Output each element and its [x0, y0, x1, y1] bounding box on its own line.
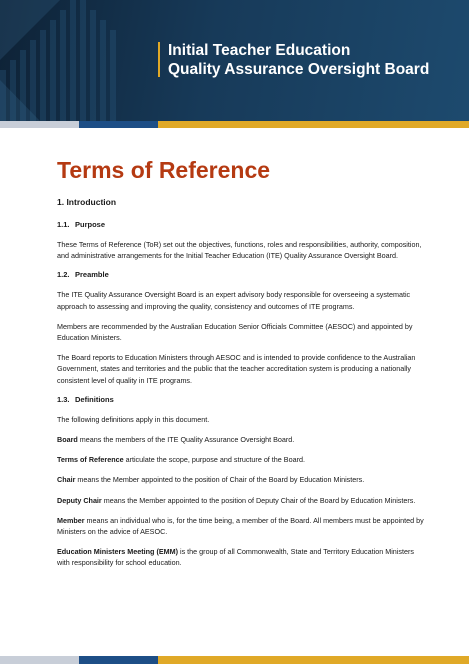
definition-item: [57, 495, 427, 506]
definition-term: Education Ministers Meeting (EMM): [57, 547, 178, 557]
title-accent-bar: [158, 42, 160, 77]
paragraph: These Terms of Reference (ToR) set out the objectives, functions, roles and responsibilities, authority, composition, and administrative arrangements for the Initial Teacher Education (ITE) Quality Assurance Oversight Board.: [57, 240, 422, 261]
subsection-heading-purpose: [57, 220, 427, 230]
banner-title-line1: Initial Teacher Education: [168, 42, 351, 59]
subsection-heading-definitions: [57, 395, 427, 405]
definition-term: Member: [57, 515, 85, 525]
definition-term: Deputy Chair: [57, 495, 102, 505]
top-color-stripe: [0, 121, 469, 128]
definition-item: [57, 474, 427, 485]
subsection-number: 1.3.: [57, 394, 70, 404]
subsection-number: 1.2.: [57, 270, 70, 280]
definition-text: articulate the scope, purpose and structure of the Board.: [123, 455, 305, 465]
banner-title: [168, 41, 429, 79]
definition-term: Board: [57, 435, 78, 445]
definition-text: means the Member appointed to the position of Chair of the Board by Education Ministers.: [75, 475, 365, 485]
bottom-color-stripe: [0, 656, 469, 664]
section-heading-introduction: 1. Introduction: [57, 197, 117, 207]
paragraph: Members are recommended by the Australian Education Senior Officials Committee (AESOC) and appointed by Education Ministers.: [57, 321, 413, 343]
definition-text: means the members of the ITE Quality Assurance Oversight Board.: [77, 435, 295, 445]
definition-item: [57, 546, 427, 568]
definition-term: Terms of Reference: [57, 455, 124, 465]
definition-text: means the Member appointed to the position of Deputy Chair of the Board by Education Ministers.: [101, 495, 416, 505]
subsection-number: 1.1.: [57, 220, 70, 229]
definition-text: means an individual who is, for the time being, a member of the Board. All members must be appointed by Ministers on the advice of AESOC.: [57, 515, 424, 537]
definition-item: [57, 515, 427, 537]
document-body: [57, 155, 427, 578]
subsection-title: Purpose: [75, 220, 106, 229]
definition-term: Chair: [57, 475, 76, 485]
paragraph: The ITE Quality Assurance Oversight Board is an expert advisory body responsible for overseeing a systematic approach to assessing and improving the quality, consistency and outcomes of ITE programs.: [57, 290, 411, 311]
banner-title-line2: Quality Assurance Oversight Board: [168, 61, 430, 78]
document-title: Terms of Reference: [57, 157, 271, 183]
subsection-title: Definitions: [75, 394, 114, 404]
subsection-title: Preamble: [75, 270, 109, 280]
definition-text: is the group of all Commonwealth, State and Territory Education Ministers with responsibility for school education.: [57, 547, 414, 568]
definition-item: [57, 434, 427, 445]
definition-item: [57, 454, 427, 465]
paragraph: The following definitions apply in this document.: [57, 414, 210, 424]
paragraph: The Board reports to Education Ministers through AESOC and is intended to provide confidence to the Australian Government, states and territories and the public that the teacher accreditation system is producing a nationally consistent level of quality in ITE programs.: [57, 353, 416, 385]
subsection-heading-preamble: [57, 270, 427, 280]
header-banner: [0, 0, 469, 121]
